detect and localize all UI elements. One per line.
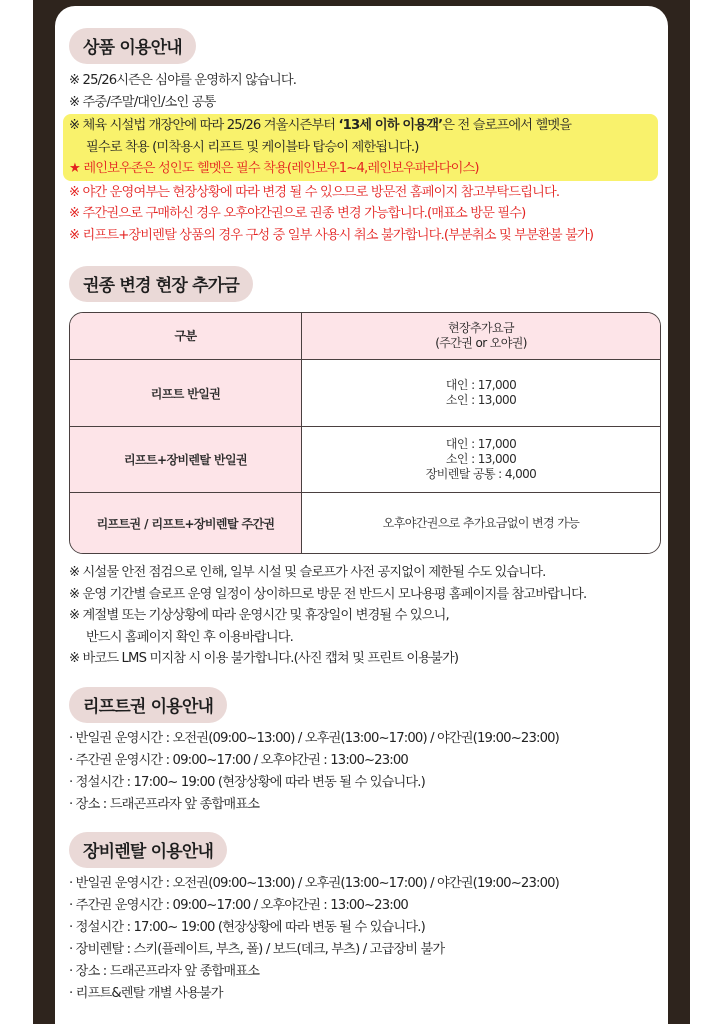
value-line: 대인 : 17,000 (445, 378, 517, 392)
helmet-notice-line2: 필수로 착용 (미착용시 리프트 및 케이블타 탑승이 제한됩니다.) (86, 139, 419, 155)
list-item: · 장비렌탈 : 스키(플레이트, 부츠, 폴) / 보드(데크, 부츠) / 고급장비 불가 (69, 941, 445, 957)
age-emphasis: ‘13세 이하 이용객’ (338, 118, 443, 133)
table-row (70, 427, 660, 493)
lift-info-list (69, 728, 654, 816)
product-notes (69, 70, 654, 246)
rainbow-zone-notice: ★ 레인보우존은 성인도 헬멧은 필수 착용(레인보우1~4,레인보우파라다이스) (69, 161, 479, 176)
fee-change-section (69, 266, 654, 670)
rental-info-list (69, 873, 654, 1005)
row-value (302, 427, 660, 493)
header-line: 현장추가요금 (448, 321, 514, 335)
list-item: · 장소 : 드래곤프라자 앞 종합매표소 (69, 963, 260, 979)
value-line: 소인 : 13,000 (445, 452, 517, 466)
header-line: (주간권 or 오야권) (435, 336, 527, 350)
table-row (70, 493, 660, 553)
list-item: · 주간권 운영시간 : 09:00~17:00 / 오후야간권 : 13:00~23:00 (69, 897, 408, 913)
list-item: · 정설시간 : 17:00~ 19:00 (현장상황에 따라 변동 될 수 있습니다.) (69, 774, 425, 790)
list-item: · 리프트&렌탈 개별 사용불가 (69, 985, 223, 1001)
fee-notes (69, 562, 654, 670)
note: ※ 25/26시즌은 심야를 운영하지 않습니다. (69, 73, 297, 88)
note: ※ 계절별 또는 기상상황에 따라 운영시간 및 휴장일이 변경될 수 있으니, (69, 608, 449, 623)
row-value (302, 360, 660, 427)
row-value (302, 493, 660, 553)
helmet-notice-highlight (63, 114, 658, 181)
value-line: 오후야간권으로 추가요금없이 변경 가능 (382, 515, 580, 530)
note: ※ 바코드 LMS 미지참 시 이용 불가합니다.(사진 캡쳐 및 프린트 이용불가) (69, 651, 459, 666)
note: ※ 주중/주말/대인/소인 공통 (69, 94, 216, 110)
info-card (55, 6, 668, 1024)
fee-table (69, 312, 661, 554)
red-note: ※ 주간권으로 구매하신 경우 오후야간권으로 권종 변경 가능합니다.(매표소 방문 필수) (69, 206, 526, 221)
list-item: · 장소 : 드래곤프라자 앞 종합매표소 (69, 796, 260, 812)
table-row (70, 360, 660, 427)
product-info-section (69, 28, 654, 246)
lift-info-section (69, 687, 654, 816)
text: ※ 체육 시설법 개장안에 따라 25/26 겨울시즌부터 (69, 118, 339, 133)
table-header-row (70, 313, 660, 360)
section-title-product-info: 상품 이용안내 (69, 28, 196, 64)
header-category: 구분 (70, 313, 302, 360)
header-extra-fee (302, 313, 660, 360)
section-title-fee-change: 권종 변경 현장 추가금 (69, 266, 253, 302)
value-line: 장비렌탈 공통 : 4,000 (425, 467, 537, 481)
list-item: · 주간권 운영시간 : 09:00~17:00 / 오후야간권 : 13:00~23:00 (69, 752, 408, 768)
note: ※ 시설물 안전 점검으로 인해, 일부 시설 및 슬로프가 사전 공지없이 제한될 수도 있습니다. (69, 565, 546, 580)
value-line: 소인 : 13,000 (445, 393, 517, 407)
rental-info-section (69, 832, 654, 1005)
row-label: 리프트권 / 리프트+장비렌탈 주간권 (70, 493, 302, 553)
red-note: ※ 리프트+장비렌탈 상품의 경우 구성 중 일부 사용시 취소 불가합니다.(부분취소 및 부분환불 불가) (69, 227, 594, 243)
value-line: 대인 : 17,000 (445, 437, 517, 451)
list-item: · 반일권 운영시간 : 오전권(09:00~13:00) / 오후권(13:00~17:00) / 야간권(19:00~23:00) (69, 875, 559, 891)
section-title-rental-info: 장비렌탈 이용안내 (69, 832, 227, 868)
row-label: 리프트+장비렌탈 반일권 (70, 427, 302, 493)
note: ※ 운영 기간별 슬로프 운영 일정이 상이하므로 방문 전 반드시 모나용평 홈페이지를 참고바랍니다. (69, 586, 587, 602)
note: 반드시 홈페이지 확인 후 이용바랍니다. (86, 629, 293, 645)
text: 은 전 슬로프에서 헬멧을 (442, 118, 572, 133)
section-title-lift-info: 리프트권 이용안내 (69, 687, 227, 723)
list-item: · 정설시간 : 17:00~ 19:00 (현장상황에 따라 변동 될 수 있습니다.) (69, 919, 425, 935)
list-item: · 반일권 운영시간 : 오전권(09:00~13:00) / 오후권(13:00~17:00) / 야간권(19:00~23:00) (69, 730, 559, 746)
row-label: 리프트 반일권 (70, 360, 302, 427)
red-note: ※ 야간 운영여부는 현장상황에 따라 변경 될 수 있으므로 방문전 홈페이지 참고부탁드립니다. (69, 184, 560, 200)
helmet-notice-line1 (69, 115, 654, 137)
